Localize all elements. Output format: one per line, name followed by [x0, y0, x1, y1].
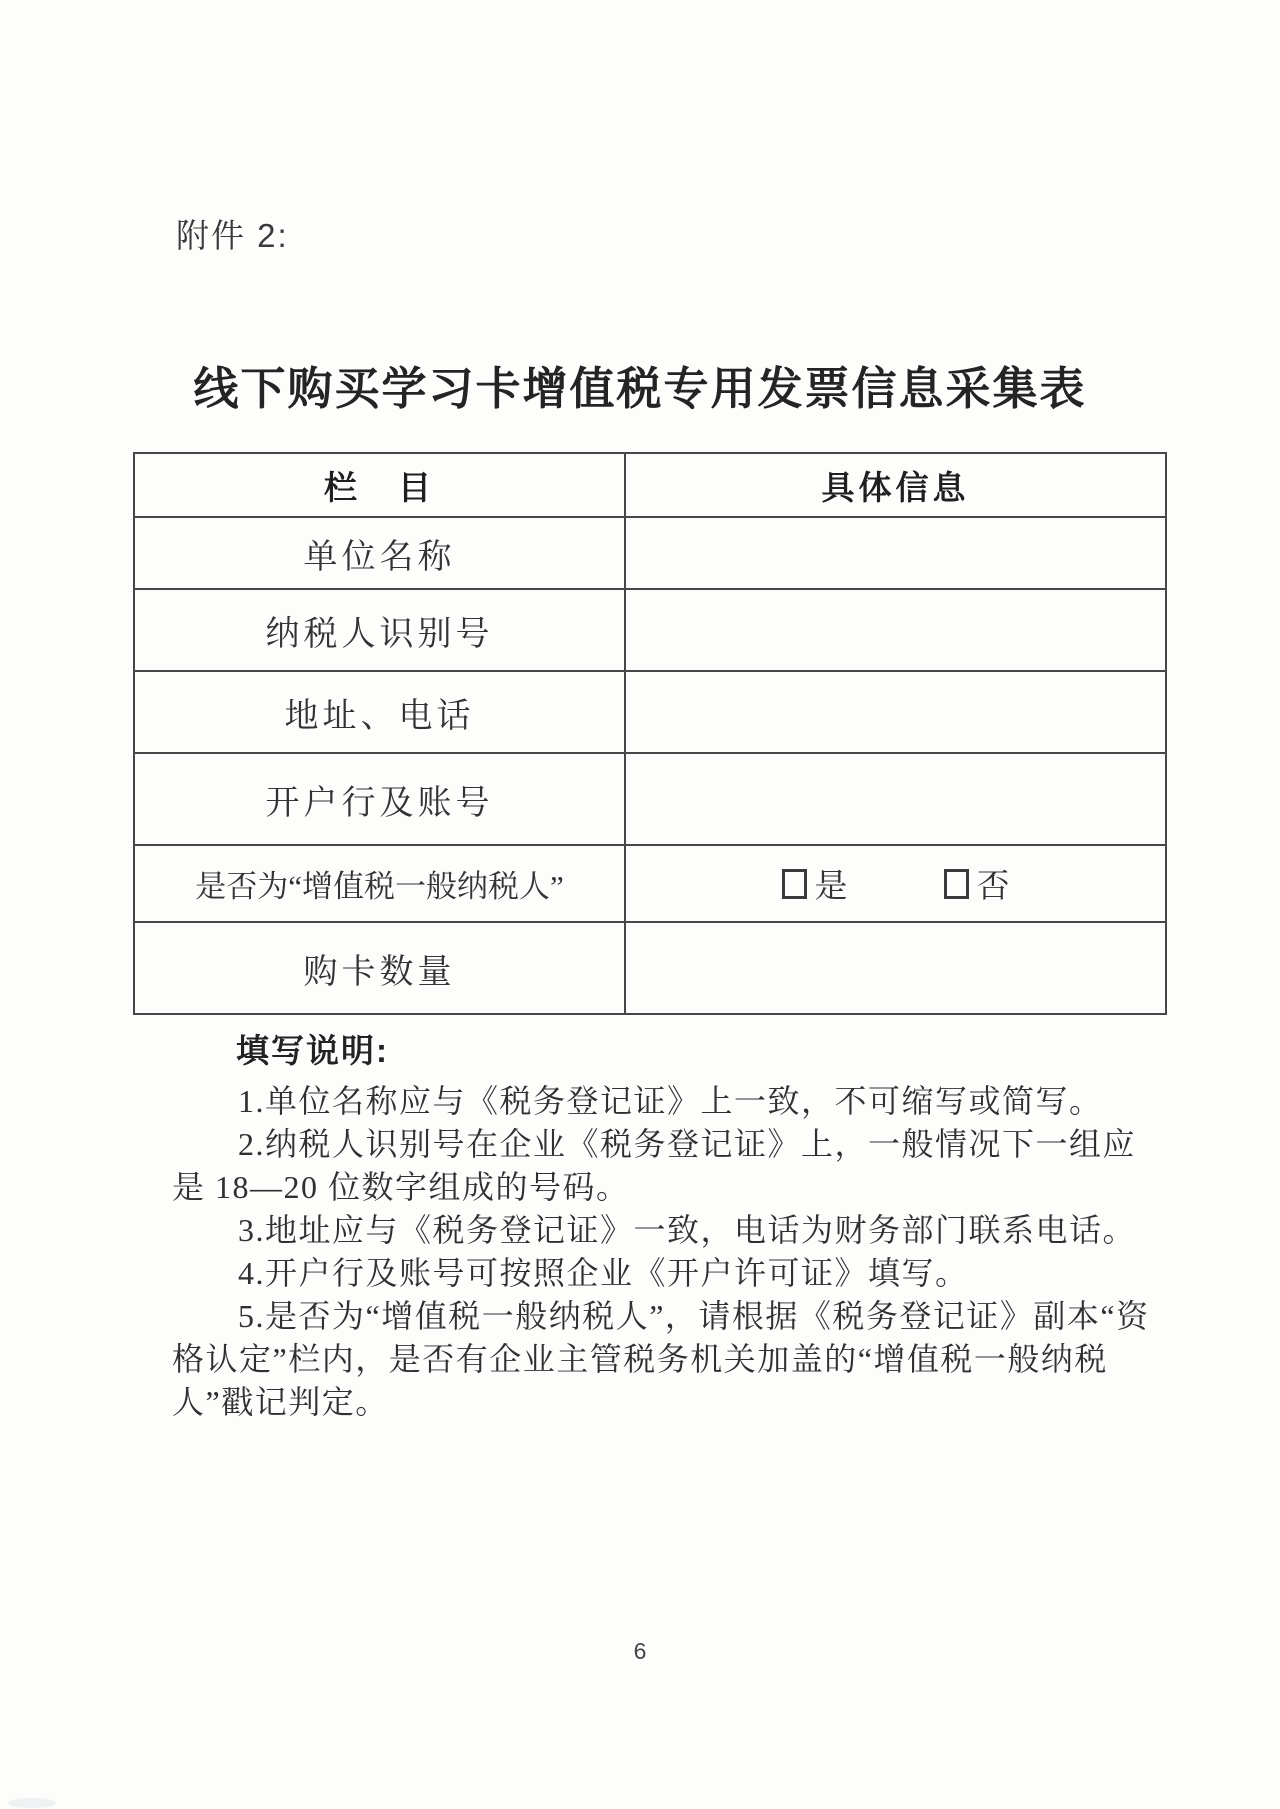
scan-smudge-artifact	[8, 1798, 56, 1808]
table-row	[134, 845, 1166, 922]
row-label: 纳税人识别号	[134, 589, 625, 671]
row-info-cell	[625, 845, 1166, 922]
row-info-cell	[625, 671, 1166, 753]
checkbox-icon	[782, 869, 807, 899]
checkbox-icon	[944, 869, 969, 899]
table-row	[134, 922, 1166, 1014]
row-info-cell	[625, 922, 1166, 1014]
instruction-line: 4.开户行及账号可按照企业《开户许可证》填写。	[238, 1255, 969, 1291]
instruction-line: 3.地址应与《税务登记证》一致，电话为财务部门联系电话。	[238, 1212, 1137, 1248]
instruction-line: 5.是否为“增值税一般纳税人”，请根据《税务登记证》副本“资	[238, 1298, 1150, 1334]
attachment-label: 附件 2:	[176, 217, 289, 254]
row-info-cell	[625, 753, 1166, 845]
instructions-section	[172, 1028, 1168, 1424]
row-label: 地址、电话	[134, 671, 625, 753]
row-info-cell	[625, 517, 1166, 589]
checkbox-option-label: 是	[814, 869, 848, 905]
table-row	[134, 753, 1166, 845]
page-number: 6	[633, 1638, 647, 1664]
header-info-label: 具体信息	[625, 453, 1166, 517]
checkbox-options	[626, 860, 1165, 907]
table-row	[134, 517, 1166, 589]
row-label: 开户行及账号	[134, 753, 625, 845]
header-column-label: 栏 目	[134, 453, 625, 517]
row-label: 是否为“增值税一般纳税人”	[134, 845, 625, 922]
info-collection-table	[133, 452, 1167, 1015]
checkbox-option-no	[944, 860, 1010, 907]
instruction-line: 2.纳税人识别号在企业《税务登记证》上，一般情况下一组应	[238, 1126, 1137, 1162]
checkbox-option-yes	[782, 860, 848, 907]
table-row	[134, 589, 1166, 671]
table-row	[134, 671, 1166, 753]
instructions-heading: 填写说明:	[236, 1032, 389, 1069]
instruction-line: 格认定”栏内，是否有企业主管税务机关加盖的“增值税一般纳税	[172, 1341, 1108, 1377]
instruction-line: 1.单位名称应与《税务登记证》上一致，不可缩写或简写。	[238, 1083, 1103, 1119]
instruction-line: 人”戳记判定。	[172, 1384, 389, 1420]
row-info-cell	[625, 589, 1166, 671]
row-label: 单位名称	[134, 517, 625, 589]
checkbox-option-label: 否	[976, 869, 1010, 905]
table-header-row	[134, 453, 1166, 517]
row-label: 购卡数量	[134, 922, 625, 1014]
instruction-line: 是 18—20 位数字组成的号码。	[172, 1169, 630, 1205]
page-title: 线下购买学习卡增值税专用发票信息采集表	[193, 364, 1087, 414]
